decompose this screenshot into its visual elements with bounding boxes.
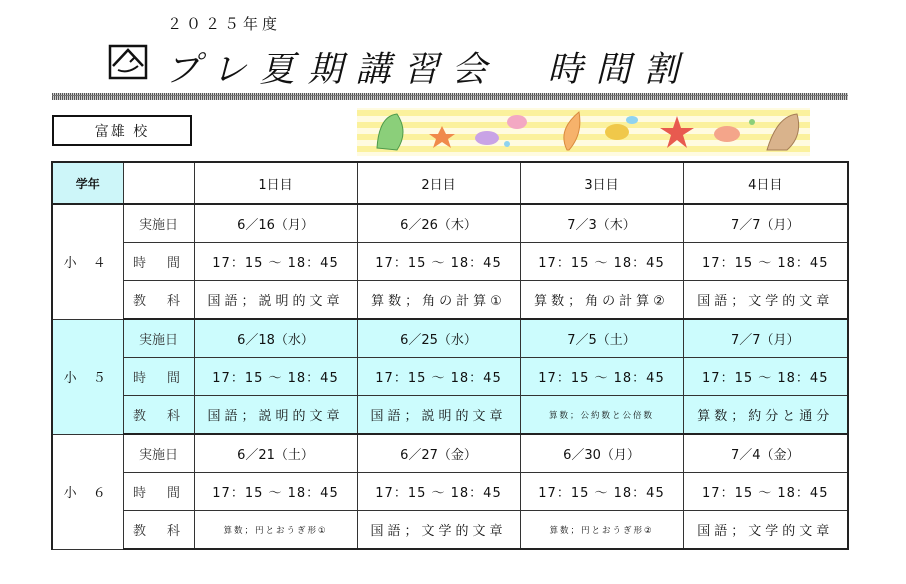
day-header: 3日目	[520, 162, 683, 204]
subject-cell: 算数；角の計算①	[357, 281, 520, 320]
subject-cell: 国語；説明的文章	[357, 396, 520, 435]
date-cell: 6／25（水）	[357, 319, 520, 358]
date-cell: 7／3（木）	[520, 204, 683, 243]
time-cell: 17：15 ～ 18：45	[194, 243, 357, 281]
time-cell: 17：15 ～ 18：45	[683, 358, 848, 396]
timetable	[51, 161, 849, 550]
date-cell: 7／7（月）	[683, 204, 848, 243]
grade6-time-row	[52, 473, 848, 511]
time-cell: 17：15 ～ 18：45	[683, 473, 848, 511]
date-cell: 7／7（月）	[683, 319, 848, 358]
grade-label: 小 ４	[52, 204, 123, 319]
grade6-subject-row	[52, 511, 848, 550]
subject-cell: 国語；文学的文章	[357, 511, 520, 550]
subject-cell: 国語；説明的文章	[194, 396, 357, 435]
row-label-date: 実施日	[123, 319, 194, 358]
row-label-subject: 教 科	[123, 281, 194, 320]
time-cell: 17：15 ～ 18：45	[357, 358, 520, 396]
subject-cell: 算数；円とおうぎ形①	[194, 511, 357, 550]
label-column-header	[123, 162, 194, 204]
grade6-date-row	[52, 434, 848, 473]
time-cell: 17：15 ～ 18：45	[520, 243, 683, 281]
time-cell: 17：15 ～ 18：45	[357, 243, 520, 281]
date-cell: 6／26（木）	[357, 204, 520, 243]
grade5-date-row	[52, 319, 848, 358]
date-cell: 7／5（土）	[520, 319, 683, 358]
grade-column-header: 学年	[52, 162, 123, 204]
time-cell: 17：15 ～ 18：45	[683, 243, 848, 281]
subject-cell: 算数；円とおうぎ形②	[520, 511, 683, 550]
grade5-time-row	[52, 358, 848, 396]
time-cell: 17：15 ～ 18：45	[357, 473, 520, 511]
date-cell: 6／21（土）	[194, 434, 357, 473]
time-cell: 17：15 ～ 18：45	[194, 358, 357, 396]
row-label-time: 時 間	[123, 358, 194, 396]
grade4-subject-row	[52, 281, 848, 320]
subject-cell: 国語；文学的文章	[683, 511, 848, 550]
school-name-box: 富雄 校	[52, 115, 192, 146]
date-cell: 6／27（金）	[357, 434, 520, 473]
seashell-banner-illustration	[357, 108, 810, 156]
time-cell: 17：15 ～ 18：45	[520, 358, 683, 396]
day-header: 4日目	[683, 162, 848, 204]
subject-cell: 算数；公約数と公倍数	[520, 396, 683, 435]
subject-cell: 算数；角の計算②	[520, 281, 683, 320]
row-label-time: 時 間	[123, 243, 194, 281]
grade5-subject-row	[52, 396, 848, 435]
time-cell: 17：15 ～ 18：45	[194, 473, 357, 511]
date-cell: 6／30（月）	[520, 434, 683, 473]
grade-label: 小 ５	[52, 319, 123, 434]
row-label-subject: 教 科	[123, 396, 194, 435]
grade4-time-row	[52, 243, 848, 281]
title-divider	[52, 93, 848, 100]
row-label-subject: 教 科	[123, 511, 194, 550]
page-title: プレ夏期講習会 時間割	[165, 50, 692, 90]
row-label-date: 実施日	[123, 204, 194, 243]
row-label-date: 実施日	[123, 434, 194, 473]
day-header: 2日目	[357, 162, 520, 204]
date-cell: 6／18（水）	[194, 319, 357, 358]
time-cell: 17：15 ～ 18：45	[520, 473, 683, 511]
school-year: ２０２５年度	[167, 15, 282, 33]
grade-label: 小 ６	[52, 434, 123, 549]
grade4-date-row	[52, 204, 848, 243]
date-cell: 6／16（月）	[194, 204, 357, 243]
subject-cell: 国語；説明的文章	[194, 281, 357, 320]
date-cell: 7／4（金）	[683, 434, 848, 473]
row-label-time: 時 間	[123, 473, 194, 511]
day-header: 1日目	[194, 162, 357, 204]
subject-cell: 国語；文学的文章	[683, 281, 848, 320]
house-logo-icon	[108, 44, 148, 80]
subject-cell: 算数；約分と通分	[683, 396, 848, 435]
header-row	[52, 162, 848, 204]
